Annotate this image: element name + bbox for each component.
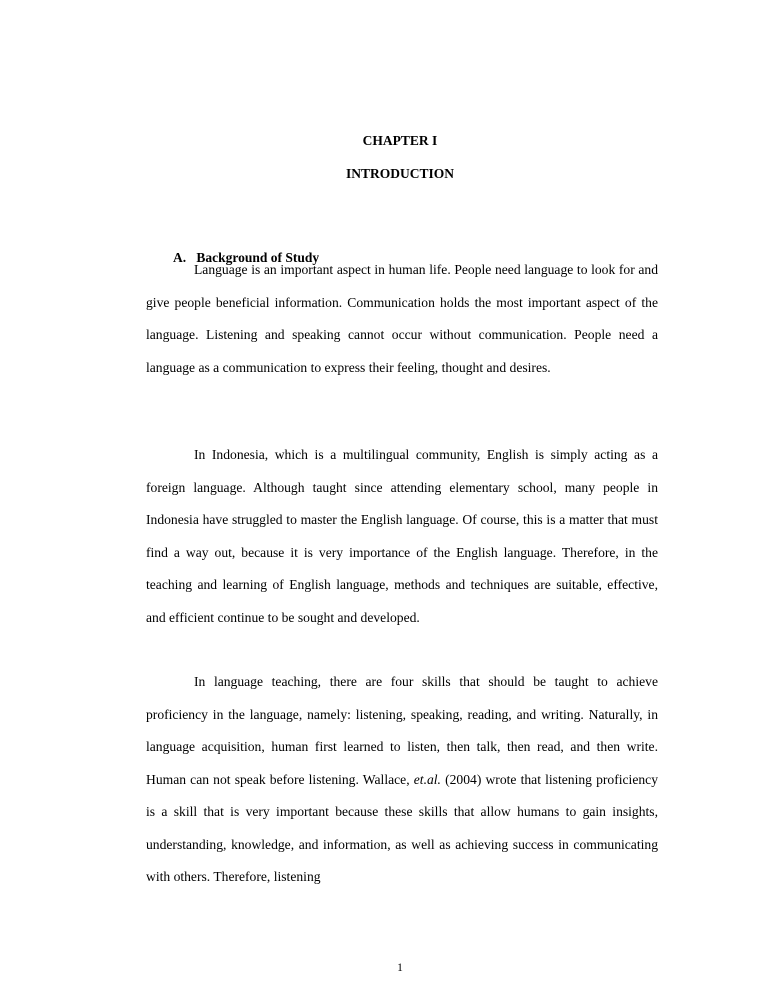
paragraph-text: In Indonesia, which is a multilingual community, English is simply acting as a foreign language. Although taught since attending elementary school, many people in Indonesia have struggled to master the English language. Of course, this is a matter that must find a way out, because it is very importance of the English language. Therefore, in the teaching and learning of English language, methods and techniques are suitable, effective, and efficient continue to be sought and developed. xyxy=(146,447,658,625)
page-number: 1 xyxy=(397,962,403,974)
paragraph-text-part: In language teaching, there are four skills that should be taught to achieve proficiency in the language, namely: listening, speaking, reading, and writing. Naturally, in language acquisition, human first learned to listen, then talk, then read, and then write. Human can not speak before listening. Wallace, xyxy=(146,674,658,787)
section-number: A. xyxy=(173,250,187,265)
chapter-label: CHAPTER I xyxy=(362,133,438,148)
citation-et-al: et.al. xyxy=(413,771,441,787)
paragraph-text xyxy=(146,666,658,894)
paragraph-text: Language is an important aspect in human life. People need language to look for and give people beneficial information. Communication holds the most important aspect of the language. Listening and speaking cannot occur without communication. People need a language as a communication to express their feeling, thought and desires. xyxy=(146,262,658,375)
paragraph-3 xyxy=(146,666,658,894)
paragraph-text-part: (2004) wrote that listening proficiency is a skill that is very important because these skills that allow humans to gain insights, understanding, knowledge, and information, as well as achieving success in communicating with others. Therefore, listening xyxy=(146,771,658,884)
paragraph-2 xyxy=(146,439,658,634)
chapter-title: INTRODUCTION xyxy=(345,166,454,181)
section-title: Background of Study xyxy=(196,250,320,265)
paragraph-1 xyxy=(146,254,658,384)
